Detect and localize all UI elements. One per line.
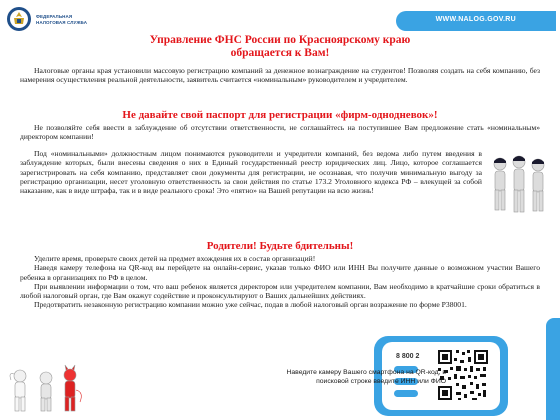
nominal-paragraph — [20, 149, 482, 195]
fns-emblem-icon — [6, 6, 32, 32]
parents-heading: Родители! Будьте бдительны! — [206, 240, 354, 252]
website-url[interactable]: WWW.NALOG.GOV.RU — [435, 16, 516, 23]
qr-caption: Наведите камеру Вашего смартфона на QR-код, в поисковой строке введите ИНН или ФИО — [286, 369, 446, 385]
decorative-stripe — [546, 318, 560, 420]
title-line-2: обращается к Вам! — [230, 47, 330, 59]
logo-line-1: ФЕДЕРАЛЬНАЯ — [36, 14, 73, 19]
children-illustration — [8, 362, 86, 414]
logo-line-2: НАЛОГОВАЯ СЛУЖБА — [36, 20, 88, 25]
logo-text — [36, 14, 87, 26]
parents-paragraph-3: При выявлении информации о том, что ваш ребенок является директором или учредителем компании, Вам необходимо в кратчайшие сроки обратиться в любой налоговый орган, где Вам окажут содействие и проконсультируют о Ваших дальнейших действиях. — [20, 281, 540, 301]
website-banner — [396, 11, 556, 31]
passport-heading: Не давайте свой паспорт для регистрации «фирм-однодневок»! — [122, 109, 438, 121]
title-line-1: Управление ФНС России по Красноярскому краю — [149, 34, 411, 46]
parents-section — [20, 254, 540, 310]
phone-prefix: 8 800 2 — [396, 353, 420, 360]
intro-text: Налоговые органы края установили массовую регистрацию компаний за денежное вознаграждение на студентов! Позволяя создать на себя компанию, без намерения осуществления реальной деятельности, заявитель считается «номинальным» руководителем и учредителем. — [20, 66, 540, 85]
passport-paragraph — [20, 123, 540, 142]
page-title — [100, 34, 460, 60]
parents-paragraph-1: Уделите время, проверьте своих детей на предмет вхождения их в состав организаций! — [34, 254, 316, 263]
parents-paragraph-2: Наведя камеру телефона на QR-код вы перейдете на онлайн-сервис, указав только ФИО или ИНН Вы получите данные о возможном участии Вашего ребенка в организациях по РФ в целом. — [20, 263, 540, 282]
passport-text: Не позволяйте себя ввести в заблуждение об отсутствии ответственности, не соглашайтесь на поступившее Вам предложение стать «номинальным» директором компании! — [20, 123, 540, 142]
intro-paragraph — [20, 66, 540, 85]
nominal-people-illustration — [486, 150, 552, 216]
nominal-text: Под «номинальными» должностным лицом понимаются руководители и учредители компаний, без ведома либо путем введения в заблуждение которых, были внесены сведения о них в Единый государственный реестр юридических лиц. Лицо, которое соглашается зарегистрировать на себя компанию, представляет свои документы для регистрации, не осознавая, что получив минимальную выгоду за регистрацию организации, несет уголовную ответственность за свои действия по статье 173.2 Уголовного кодекса РФ – влекущей за собой наказание, как в виде штрафа, так и в виде реального срока! Это «пятно» на Вашей репутации на всю жизнь! — [20, 149, 482, 196]
parents-paragraph-4: Предотвратить незаконную регистрацию компании можно уже сейчас, подав в любой налоговый орган возражение по форме Р38001. — [34, 300, 467, 310]
